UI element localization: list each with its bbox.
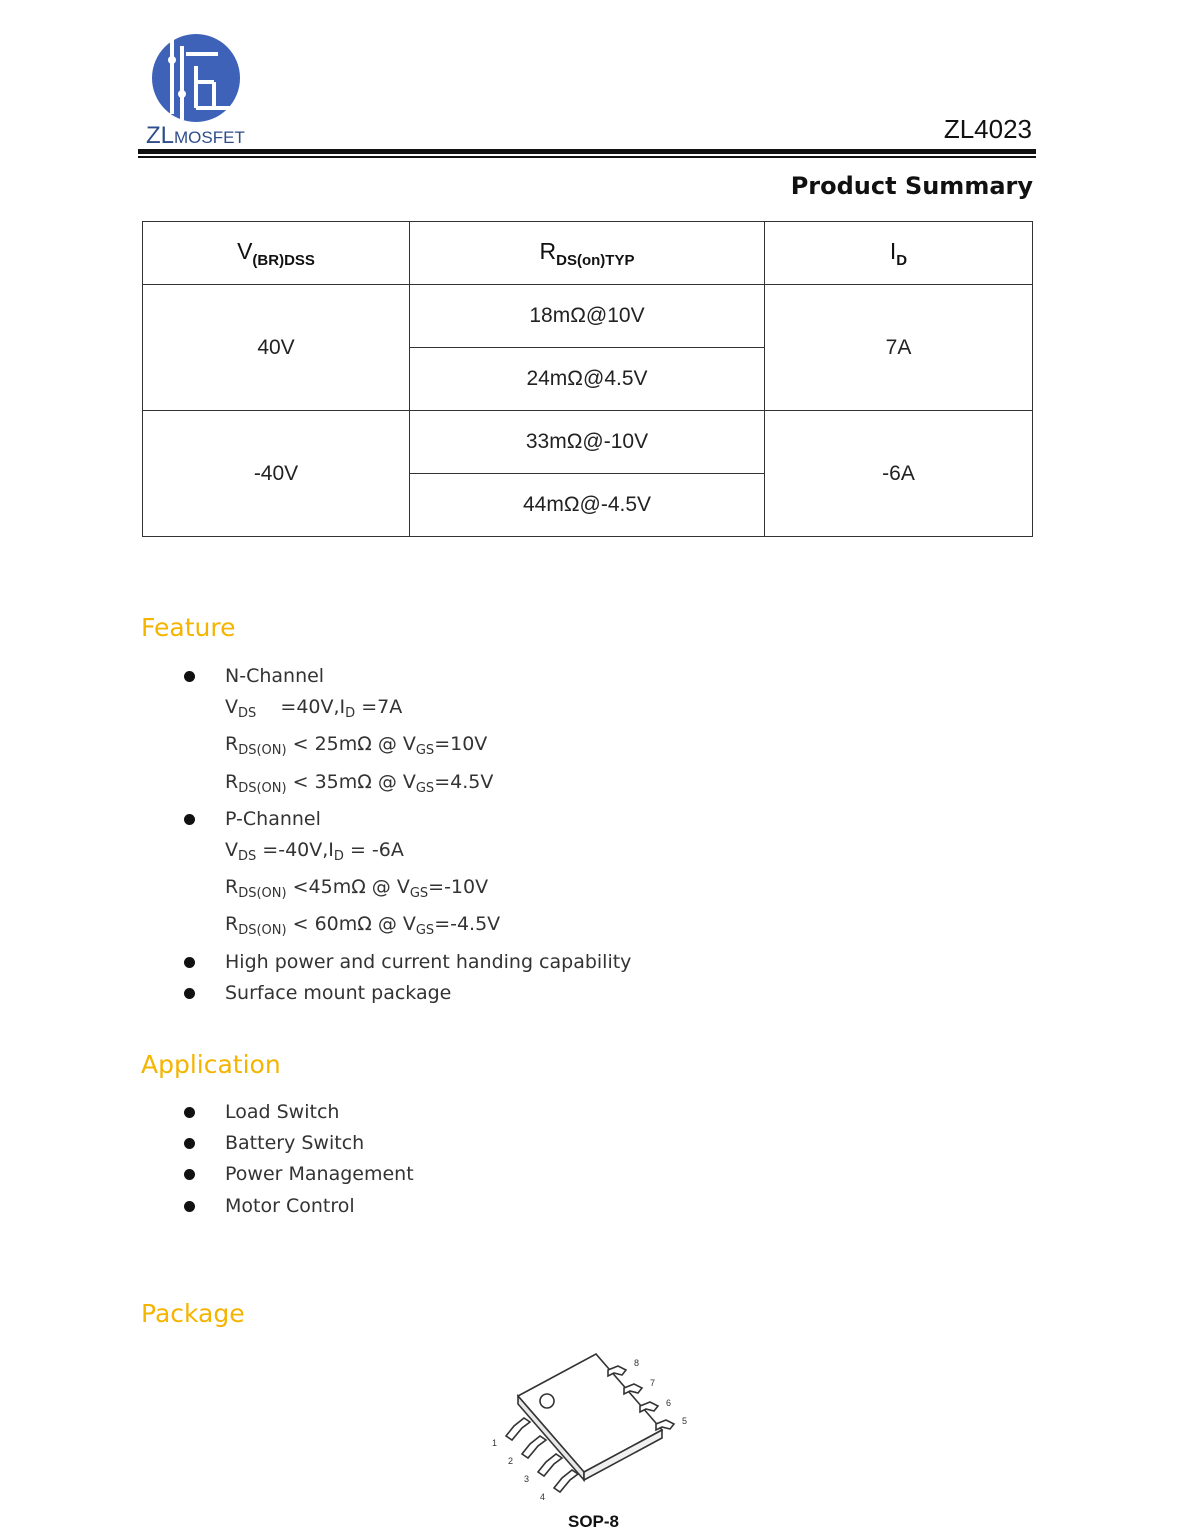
feature-title: Feature [141,613,236,642]
pin-5-label: 5 [682,1416,688,1426]
pin-3-label: 3 [524,1474,530,1484]
p-channel-rds-1: $R_{DS(ON)} <45m\Omega$ @ $V_{GS}=-10V$ [225,876,489,902]
logo-wordmark: ZLMOSFET [146,122,245,149]
n-channel-rds-1: $R_{DS(ON)} < 25m\Omega$ @ $V_{GS}=10V$ [225,733,488,759]
pin-2-label: 2 [508,1456,514,1466]
application-title: Application [141,1050,281,1079]
bullet-icon [184,988,195,999]
application-list [180,1097,414,1222]
cell-id: 7A [765,285,1033,411]
list-item [180,661,631,804]
cell-vds: -40V [143,411,410,537]
p-channel-label: P-Channel [225,807,321,830]
cell-rds: 33mΩ@-10V [410,411,765,474]
pin-1-label: 1 [492,1438,498,1448]
product-summary-table [142,221,1033,537]
p-channel-rds-2: $R_{DS(ON)} < 60m\Omega$ @ $V_{GS}=-4.5V$ [225,913,501,939]
bullet-icon [184,1201,195,1212]
pin-4-label: 4 [540,1492,546,1502]
table-row [143,411,1033,474]
list-item [180,804,631,947]
cell-vds: 40V [143,285,410,411]
bullet-icon [184,814,195,825]
product-summary-title: Product Summary [790,172,1033,200]
table-header-row [143,222,1033,285]
n-channel-vds: $V_{DS}$ $=40V,I_D =7A$ [225,696,403,722]
part-number: ZL4023 [943,114,1032,144]
cell-rds: 44mΩ@-4.5V [410,474,765,537]
header-vbrdss: $V_{(BR)DSS}$ [143,222,410,285]
sop8-package-drawing [484,1348,704,1508]
pin-8-label: 8 [634,1358,640,1368]
list-item: Motor Control [180,1191,414,1222]
cell-id: -6A [765,411,1033,537]
pin-7-label: 7 [650,1378,656,1388]
bullet-icon [184,957,195,968]
list-item: High power and current handing capability [180,947,631,978]
header-rule-thin [138,156,1036,158]
feature-list [180,661,631,1009]
bullet-icon [184,671,195,682]
n-channel-rds-2: $R_{DS(ON)} < 35m\Omega$ @ $V_{GS}=4.5V$ [225,770,494,796]
table-row [143,285,1033,348]
header-id: $I_D$ [765,222,1033,285]
bullet-icon [184,1169,195,1180]
list-item: Battery Switch [180,1128,414,1159]
package-label: SOP-8 [568,1512,620,1531]
list-item: Surface mount package [180,978,631,1009]
p-channel-vds: $V_{DS} =-40V,I_D = -6A$ [225,839,404,865]
bullet-icon [184,1138,195,1149]
header-rule [138,149,1036,154]
n-channel-label: N-Channel [225,665,325,687]
list-item: Power Management [180,1159,414,1190]
cell-rds: 18mΩ@10V [410,285,765,348]
cell-rds: 24mΩ@4.5V [410,348,765,411]
list-item: Load Switch [180,1097,414,1128]
package-title: Package [141,1299,245,1328]
header-rdson: $R_{DS(on)TYP}$ [410,222,765,285]
bullet-icon [184,1107,195,1118]
pin-6-label: 6 [666,1398,672,1408]
